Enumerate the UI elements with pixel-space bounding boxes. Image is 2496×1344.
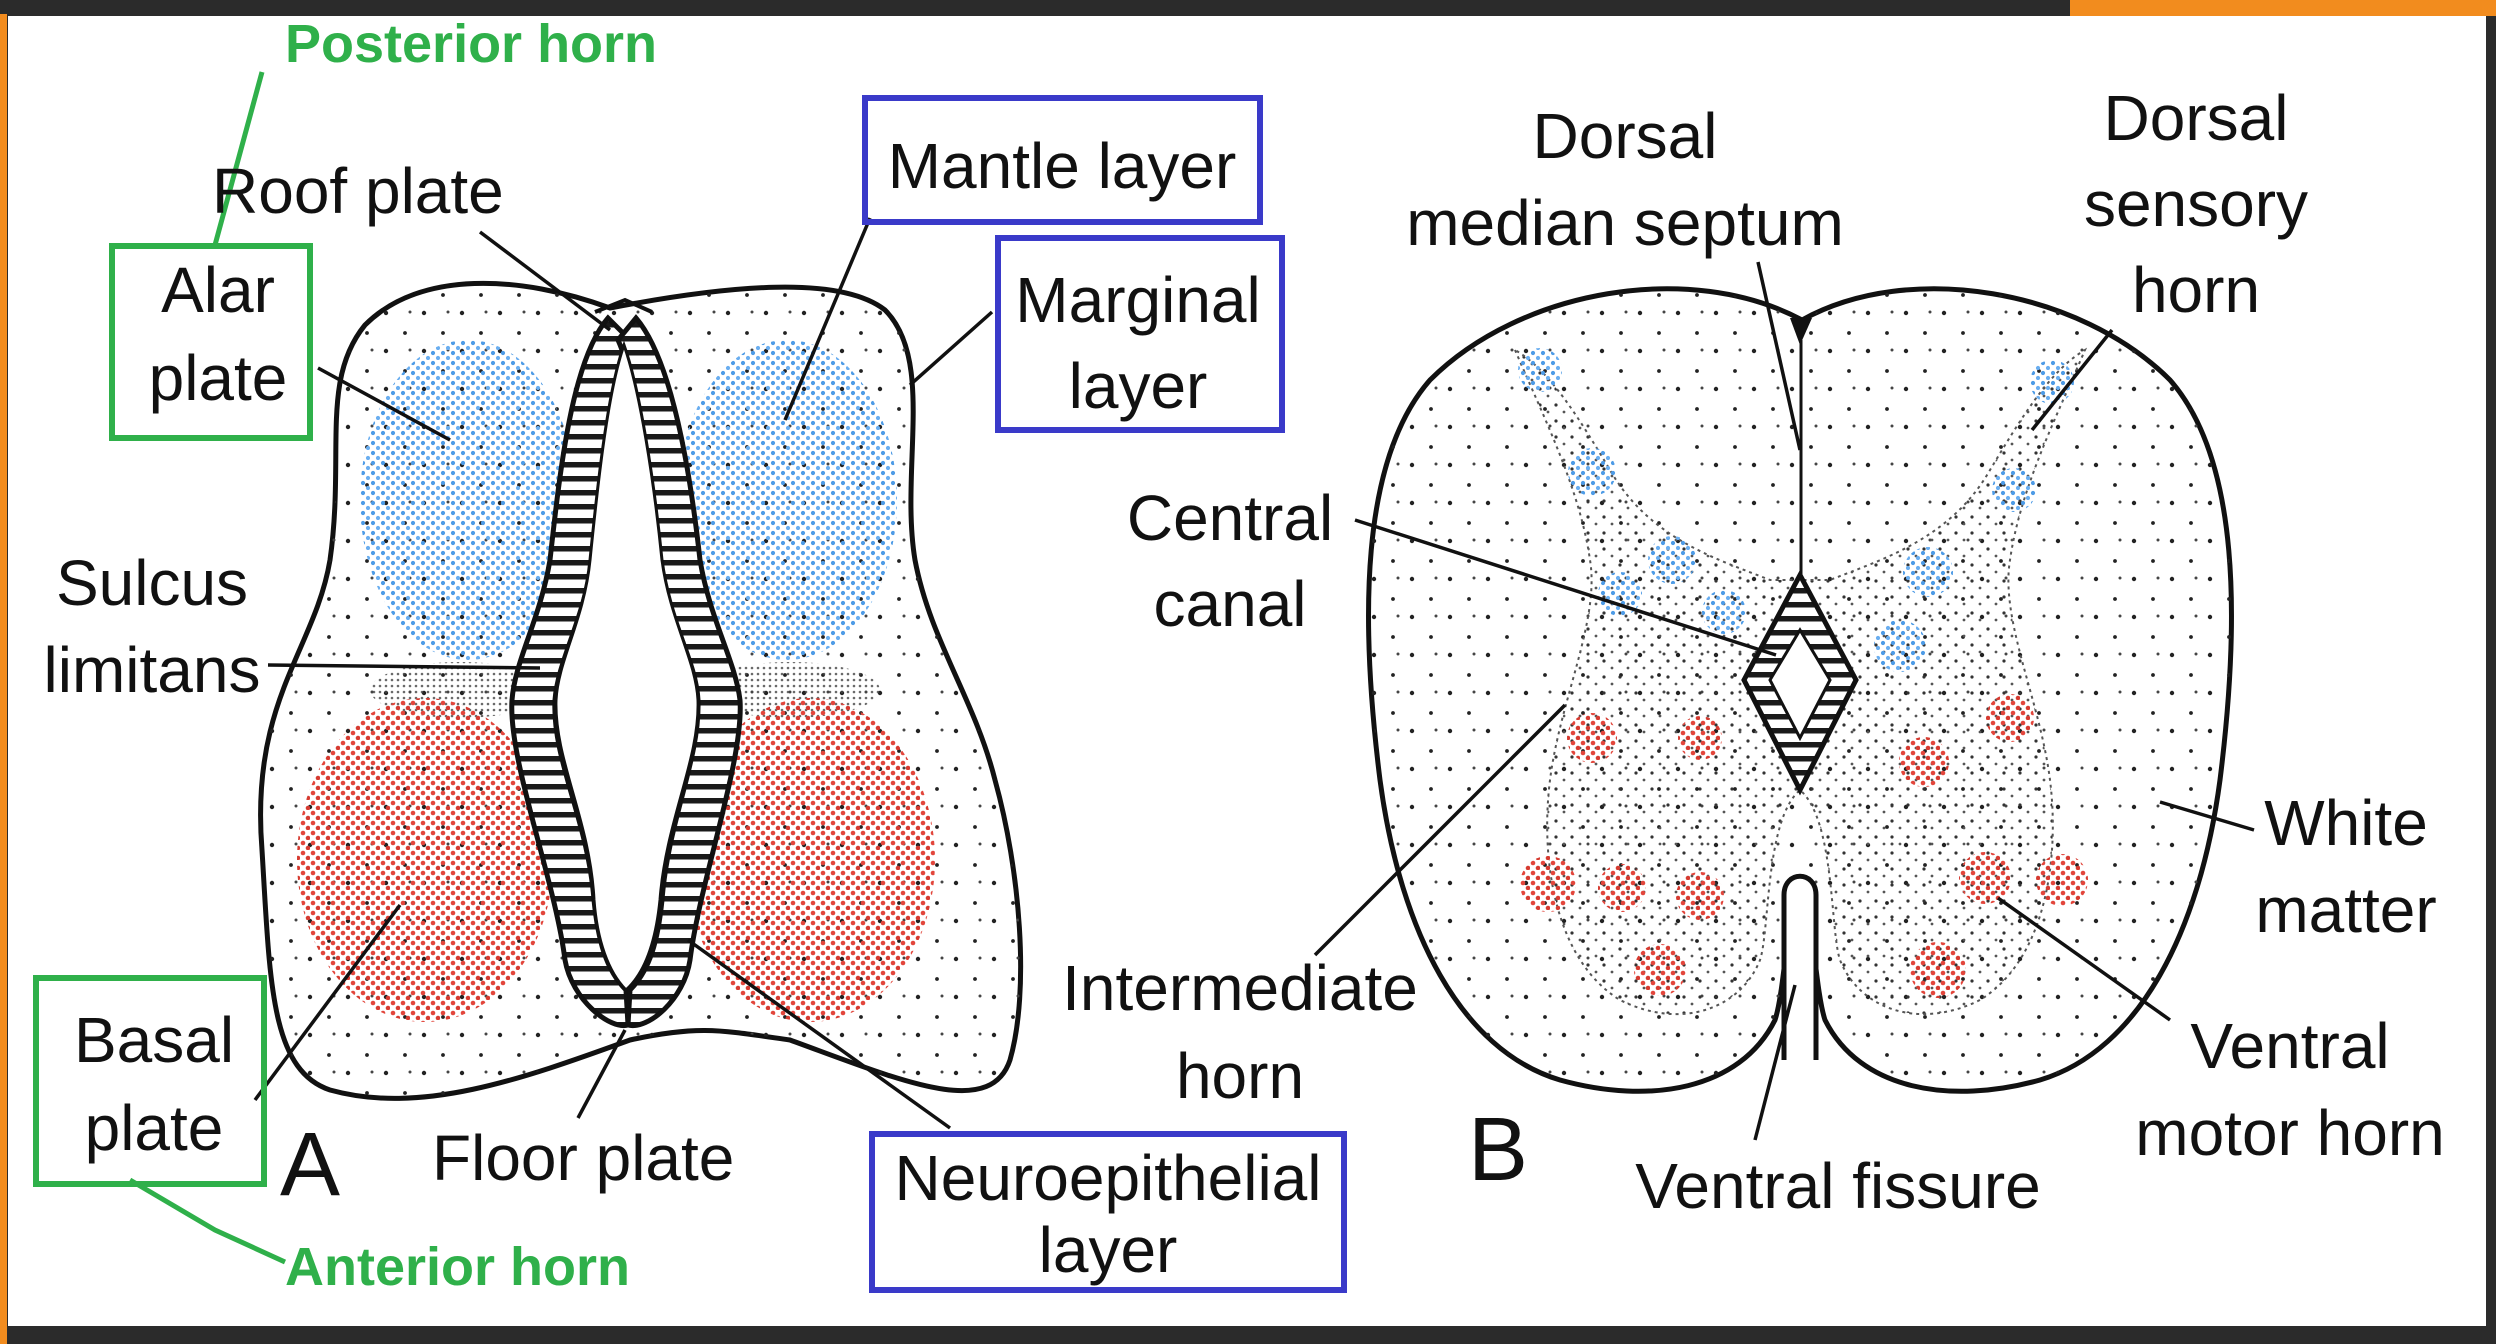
intermediate-horn-label-line2: horn — [1175, 1040, 1305, 1112]
dorsal-sensory-horn-label-line2: sensory — [2083, 168, 2309, 240]
motor-cluster — [1899, 737, 1949, 787]
basal-plate-label-line2: plate — [84, 1092, 224, 1164]
white-matter-label-line1: White — [2264, 787, 2428, 859]
sulcus-limitans-label-line2: limitans — [43, 634, 261, 706]
sensory-cluster — [1702, 590, 1746, 634]
intermediate-horn-label-line1: Intermediate — [1062, 952, 1418, 1024]
anterior-horn-annotation: Anterior horn — [285, 1237, 630, 1297]
orange-left-edge — [0, 14, 7, 1344]
central-canal-label-line2: canal — [1153, 568, 1307, 640]
sulcus-limitans-label-line1: Sulcus — [55, 547, 249, 619]
panel-b-letter: B — [1468, 1100, 1529, 1200]
motor-cluster — [1959, 852, 2011, 904]
dorsal-sensory-horn-label-line1: Dorsal — [2103, 82, 2289, 154]
white-matter-label-line2: matter — [2255, 874, 2437, 946]
sensory-cluster — [1903, 547, 1953, 597]
alar-plate-label-line1: Alar — [161, 254, 275, 326]
motor-cluster — [1986, 694, 2034, 742]
ventral-fissure — [1784, 876, 1816, 1060]
sensory-cluster — [1992, 468, 2036, 512]
sensory-cluster — [1568, 448, 1616, 496]
marginal-layer-label-line2: layer — [1068, 350, 1208, 422]
motor-cluster — [1676, 872, 1724, 920]
posterior-horn-annotation: Posterior horn — [285, 14, 658, 74]
motor-cluster — [1567, 713, 1617, 763]
sensory-cluster — [1648, 536, 1696, 584]
orange-accent-bar — [2070, 0, 2496, 16]
ventral-motor-horn-label-line2: motor horn — [2135, 1097, 2445, 1169]
sensory-cluster — [1874, 620, 1926, 672]
basal-plate-label-line1: Basal — [73, 1004, 235, 1076]
alar-plate-label-line2: plate — [148, 342, 288, 414]
motor-cluster — [1634, 944, 1686, 996]
neuroepithelial-label-line2: layer — [1038, 1214, 1178, 1286]
ventral-motor-horn-label-line1: Ventral — [2190, 1010, 2390, 1082]
dorsal-median-septum-label-line1: Dorsal — [1532, 100, 1718, 172]
motor-cluster — [2036, 854, 2088, 906]
panel-a-letter: A — [280, 1115, 341, 1215]
ventral-fissure-label: Ventral fissure — [1635, 1150, 2041, 1222]
motor-cluster — [1520, 856, 1576, 912]
neuroepithelial-label-line1: Neuroepithelial — [894, 1142, 1322, 1214]
dorsal-median-septum-label-line2: median septum — [1406, 187, 1844, 259]
motor-cluster — [1910, 942, 1966, 998]
marginal-layer-label-line1: Marginal — [1015, 264, 1261, 336]
floor-plate-label: Floor plate — [432, 1122, 735, 1194]
sensory-cluster — [2030, 360, 2074, 404]
roof-plate-label: Roof plate — [212, 155, 504, 227]
central-canal-label-line1: Central — [1126, 482, 1334, 554]
motor-cluster — [1678, 716, 1722, 760]
sensory-cluster — [1518, 348, 1562, 392]
mantle-layer-label: Mantle layer — [887, 130, 1237, 202]
motor-cluster — [1598, 864, 1646, 912]
dorsal-sensory-horn-label-line3: horn — [2131, 254, 2261, 326]
